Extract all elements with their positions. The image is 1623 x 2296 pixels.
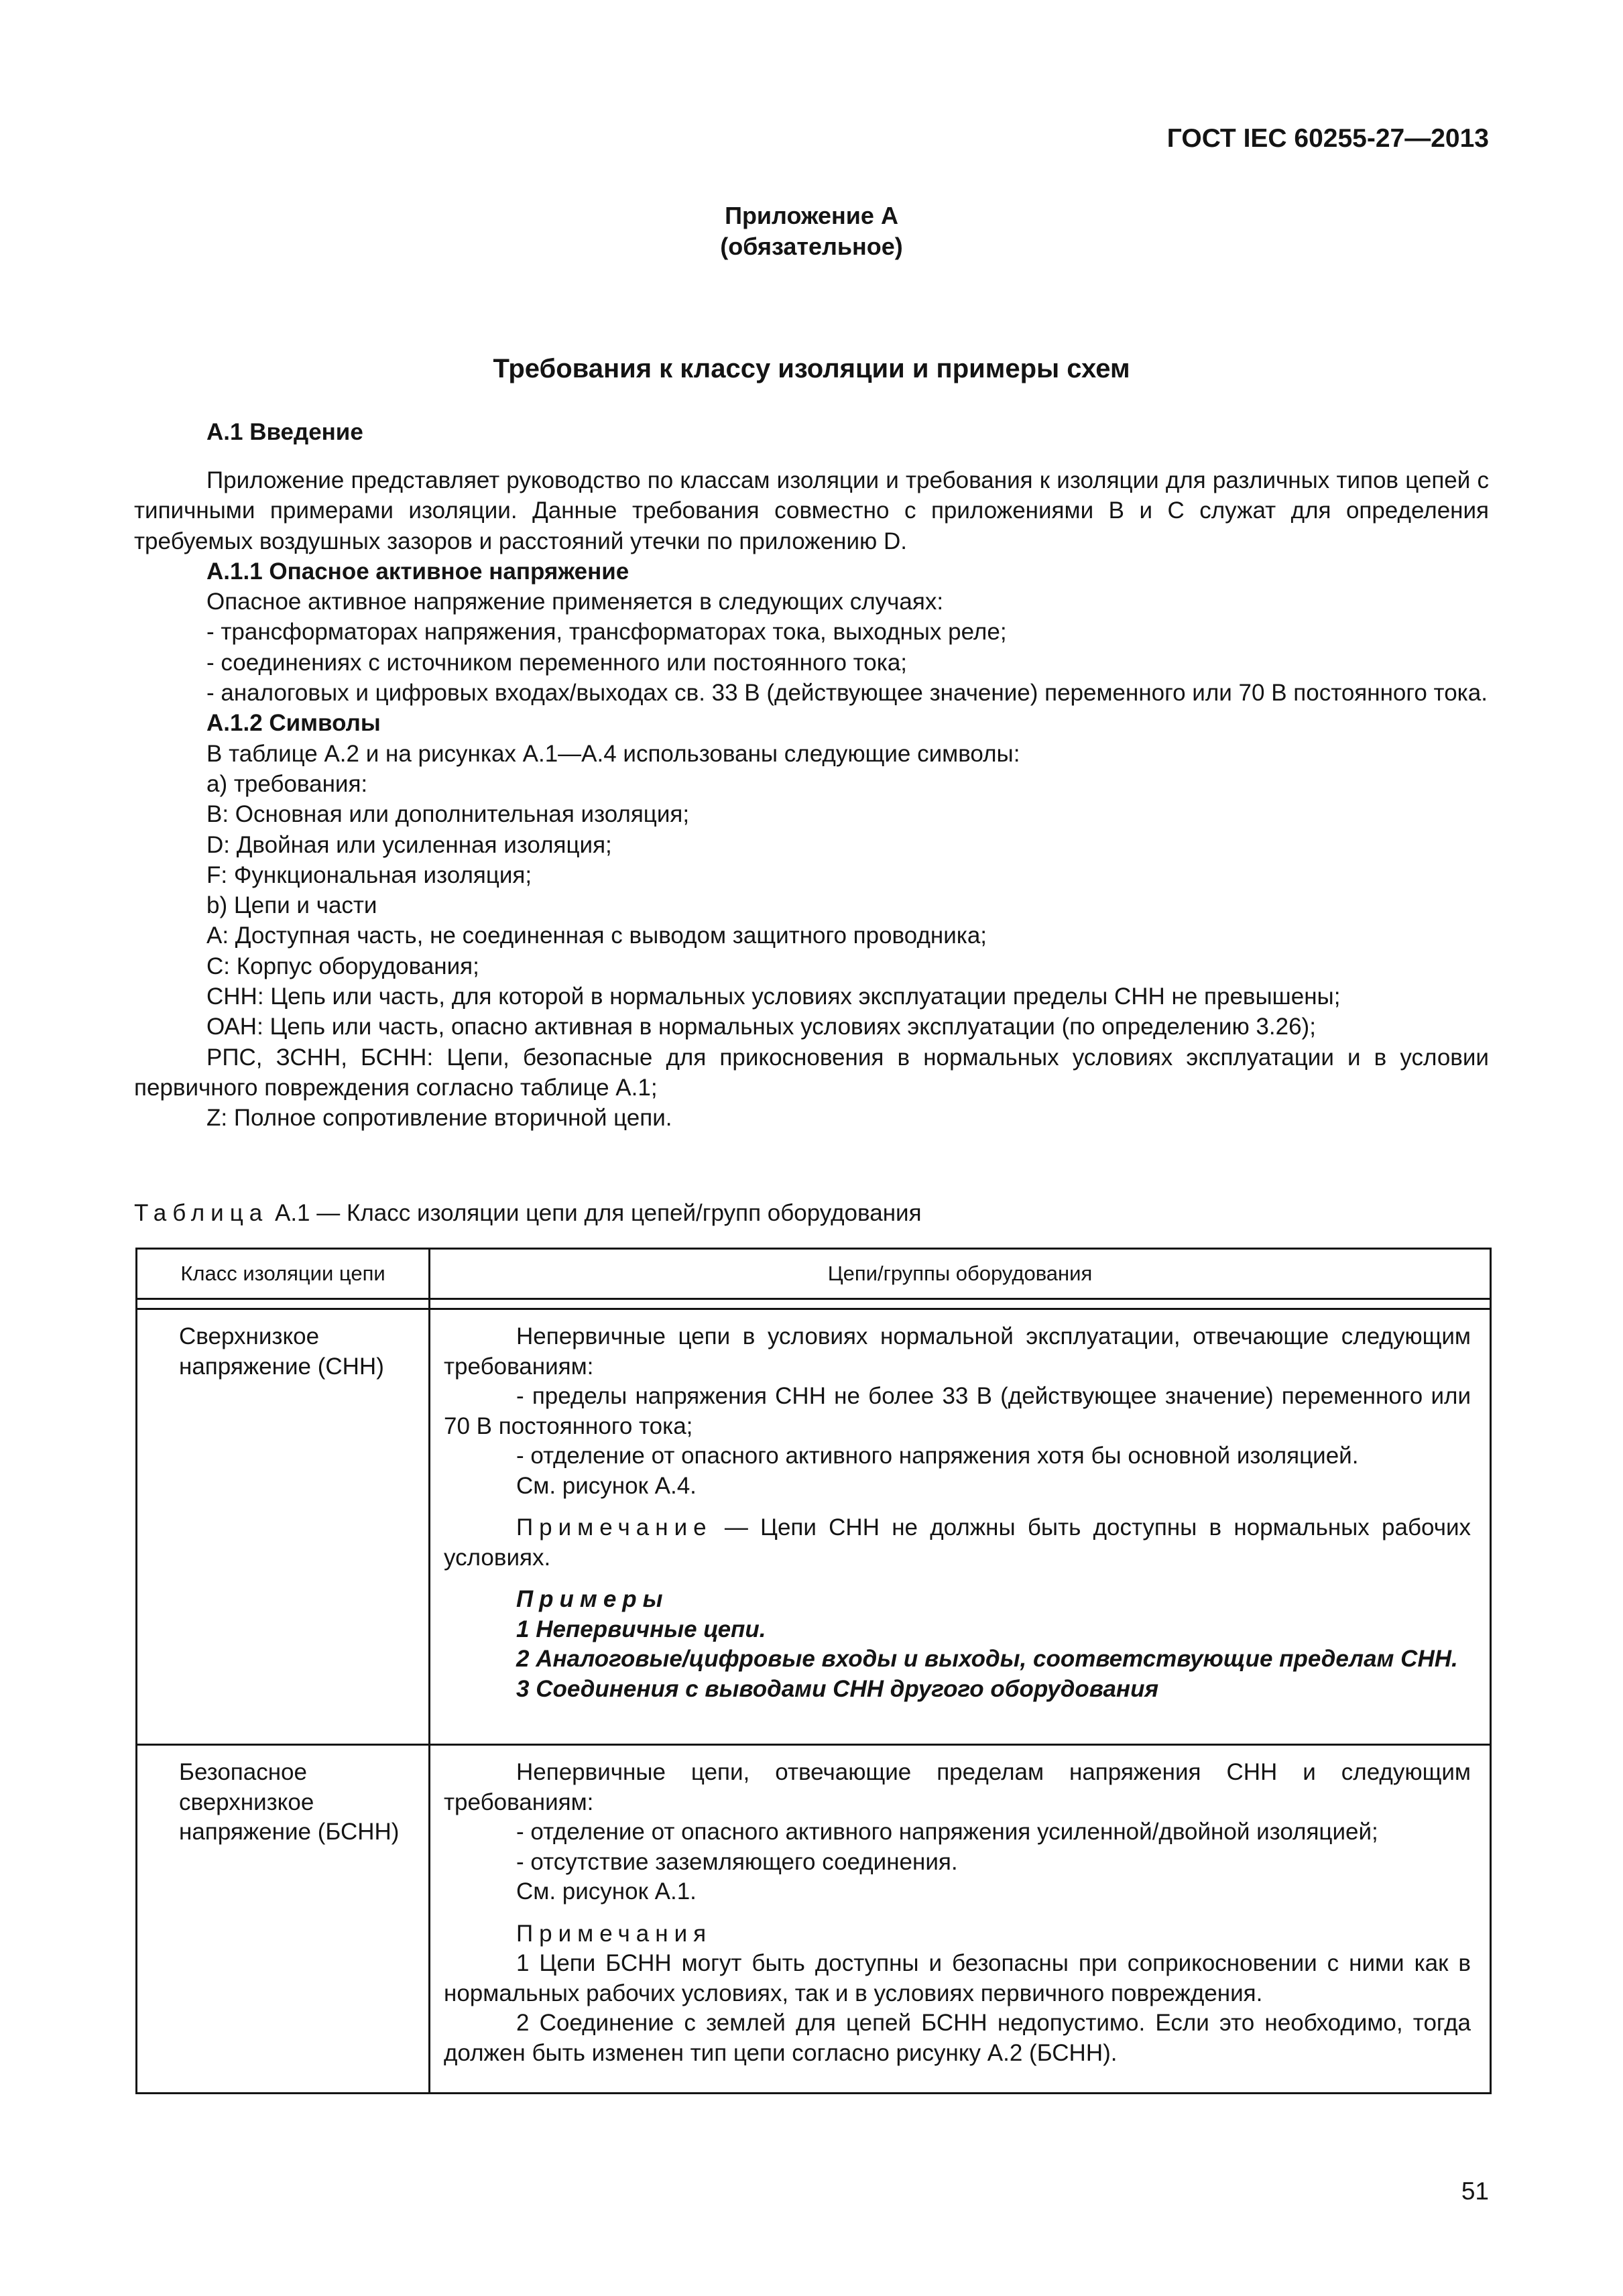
example-item: 3 Соединения с выводами СНН другого оборудования — [516, 1675, 1159, 1702]
circuits-cell — [430, 1745, 1491, 2094]
cell-line: - отсутствие заземляющего соединения. — [516, 1848, 958, 1875]
annex-status: (обязательное) — [720, 233, 903, 260]
cell-line: - отделение от опасного активного напряжения усиленной/двойной изоляцией; — [516, 1819, 1378, 1845]
a11-line: - соединениях с источником переменного или постоянного тока; — [206, 649, 908, 676]
example-item: 1 Непервичные цепи. — [516, 1616, 766, 1642]
class-cell: Безопасное сверхнизкое напряжение (БСНН) — [137, 1745, 430, 2094]
table-row — [137, 1309, 1491, 1745]
table-caption-text: А.1 — Класс изоляции цепи для цепей/групп оборудования — [274, 1200, 922, 1226]
table-caption-label: Таблица — [134, 1200, 269, 1226]
symbol-line: Z: Полное сопротивление вторичной цепи. — [206, 1105, 672, 1132]
a11-line: - аналоговых и цифровых входах/выходах св. 33 В (действующее значение) переменного или 70 В постоянного тока. — [206, 680, 1488, 707]
section-heading-a11: А.1.1 Опасное активное напряжение — [206, 558, 629, 585]
symbol-line: а) требования: — [206, 770, 368, 797]
page-number: 51 — [1461, 2177, 1489, 2205]
section-body — [134, 465, 1489, 1134]
cell-line: - пределы напряжения СНН не более 33 В (действующее значение) переменного или 70 В постоянного тока; — [444, 1383, 1471, 1439]
section-heading-a1: А.1 Введение — [206, 419, 363, 445]
symbol-line: В: Основная или дополнительная изоляция; — [206, 801, 690, 828]
cell-line: См. рисунок А.4. — [516, 1472, 697, 1499]
cell-line: - отделение от опасного активного напряжения хотя бы основной изоляцией. — [516, 1443, 1359, 1469]
intro-paragraph: Приложение представляет руководство по классам изоляции и требования к изоляции для различных типов цепей с типичными примерами изоляции. Данные требования совместно с приложениями В и С служат для определения требуемых воздушных зазоров и расстояний утечки по приложению D. — [134, 467, 1489, 554]
note-text: — Цепи СНН не должны быть доступны в нормальных рабочих условиях. — [444, 1514, 1471, 1571]
note — [444, 1513, 1471, 1573]
symbol-line: F: Функциональная изоляция; — [206, 861, 532, 888]
class-cell: Сверхнизкое напряжение (СНН) — [137, 1309, 430, 1745]
annex-name: Приложение А — [725, 202, 898, 229]
column-header-class: Класс изоляции цепи — [137, 1249, 430, 1299]
example-item: 2 Аналоговые/цифровые входы и выходы, соответствующие пределам СНН. — [516, 1646, 1458, 1672]
symbol-line: ОАН: Цепь или часть, опасно активная в нормальных условиях эксплуатации (по определению 3.26); — [206, 1014, 1316, 1040]
symbol-line: В таблице А.2 и на рисунках А.1—А.4 использованы следующие символы: — [206, 740, 1020, 767]
circuits-cell — [430, 1309, 1491, 1745]
symbol-line: РПС, ЗСНН, БСНН: Цепи, безопасные для прикосновения в нормальных условиях эксплуатации и в условии первичного повреждения согласно таблице А.1; — [134, 1044, 1489, 1101]
column-header-circuits: Цепи/группы оборудования — [430, 1249, 1491, 1299]
symbol-line: А: Доступная часть, не соединенная с выводом защитного проводника; — [206, 922, 987, 949]
note-label: Примечание — [516, 1514, 713, 1540]
symbol-line: b) Цепи и части — [206, 892, 377, 919]
insulation-class-table — [135, 1248, 1492, 2094]
note-item: 1 Цепи БСНН могут быть доступны и безопасны при соприкосновении с ними как в нормальных рабочих условиях, так и в условиях первичного повреждения. — [444, 1950, 1471, 2006]
cell-line: Непервичные цепи в условиях нормальной эксплуатации, отвечающие следующим требованиям: — [444, 1323, 1471, 1380]
cell-line: Непервичные цепи, отвечающие пределам напряжения СНН и следующим требованиям: — [444, 1759, 1471, 1815]
notes-label: Примечания — [516, 1920, 713, 1947]
symbol-line: СНН: Цепь или часть, для которой в нормальных условиях эксплуатации пределы СНН не превышены; — [206, 983, 1341, 1010]
symbol-line: С: Корпус оборудования; — [206, 953, 479, 979]
table-caption — [134, 1200, 922, 1227]
note-item: 2 Соединение с землей для цепей БСНН недопустимо. Если это необходимо, тогда должен быть изменен тип цепи согласно рисунку А.2 (БСНН). — [444, 2010, 1471, 2066]
cell-line: См. рисунок А.1. — [516, 1878, 697, 1905]
a11-line: - трансформаторах напряжения, трансформаторах тока, выходных реле; — [206, 619, 1007, 646]
page-title: Требования к классу изоляции и примеры схем — [493, 354, 1130, 383]
document-code: ГОСТ IEC 60255-27—2013 — [1166, 124, 1489, 153]
examples-label: Примеры — [516, 1586, 669, 1612]
symbol-line: D: Двойная или усиленная изоляция; — [206, 831, 612, 858]
table-row — [137, 1745, 1491, 2094]
a11-line: Опасное активное напряжение применяется в следующих случаях: — [206, 589, 944, 615]
table-header-row — [137, 1249, 1491, 1299]
section-heading-a12: А.1.2 Символы — [206, 710, 381, 737]
header-separator — [137, 1299, 1491, 1309]
